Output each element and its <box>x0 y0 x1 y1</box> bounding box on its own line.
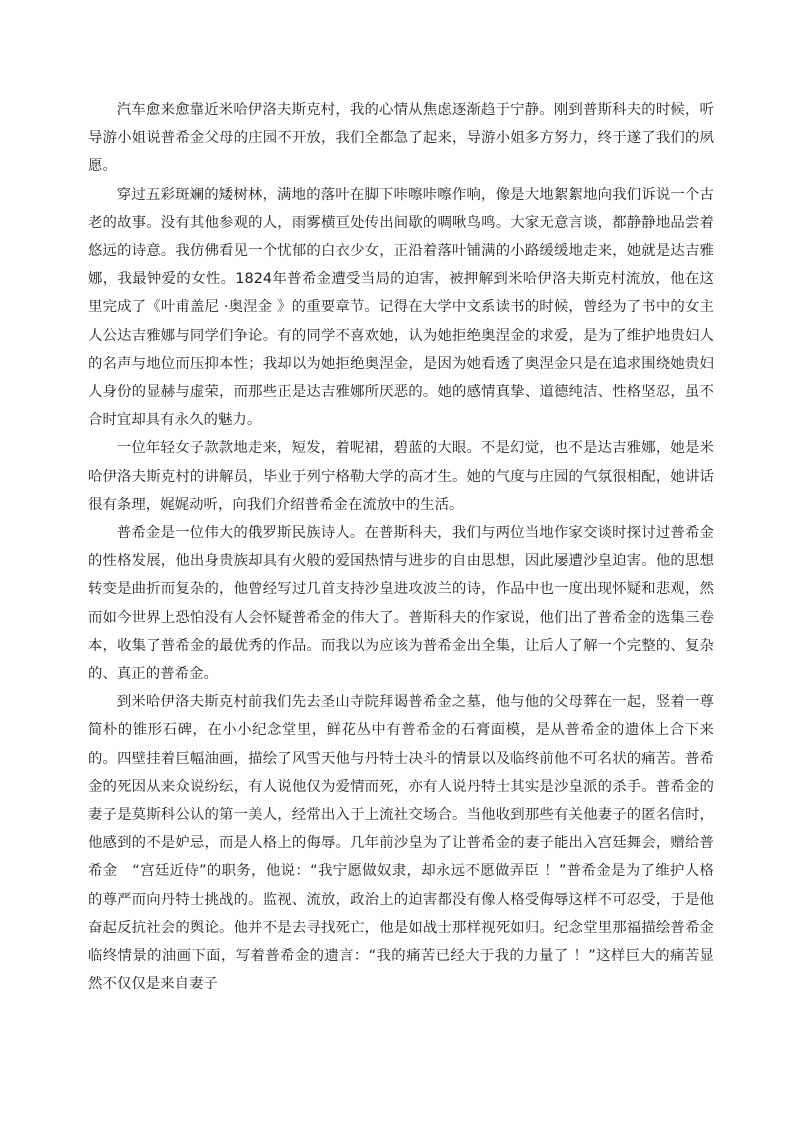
article-body <box>88 96 714 999</box>
paragraph-3: 一位年轻女子款款地走来，短发，着呢裙，碧蓝的大眼。不是幻觉，也不是达吉雅娜，她是米哈伊洛夫斯克村的讲解员，毕业于列宁格勒大学的高才生。她的气度与庄园的气氛很相配，她讲话很有条理，娓娓动听，向我们介绍普希金在流放中的生活。 <box>88 440 714 513</box>
paragraph-4: 普希金是一位伟大的俄罗斯民族诗人。在普斯科夫，我们与两位当地作家交谈时探讨过普希金的性格发展，他出身贵族却具有火般的爱国热情与进步的自由思想，因此屡遭沙皇迫害。他的思想转变是曲折而复杂的，他曾经写过几首支持沙皇进攻波兰的诗，作品中也一度出现怀疑和悲观，然而如今世界上恐怕没有人会怀疑普希金的伟大了。普斯科夫的作家说，他们出了普希金的选集三卷本，收集了普希金的最优秀的作品。而我以为应该为普希金出全集，让后人了解一个完整的、复杂的、真正的普希金。 <box>88 525 714 683</box>
paragraph-5: 到米哈伊洛夫斯克村前我们先去圣山寺院拜谒普希金之墓，他与他的父母葬在一起，竖着一尊简朴的锥形石碑，在小小纪念堂里，鲜花丛中有普希金的石膏面模，是从普希金的遗体上合下来的。四壁挂着巨幅油画，描绘了风雪天他与丹特士决斗的情景以及临终前他不可名状的痛苦。普希金的死因从来众说纷纭，有人说他仅为爱情而死，亦有人说丹特士其实是沙皇派的杀手。普希金的妻子是莫斯科公认的第一美人，经常出入于上流社交场合。当他收到那些有关他妻子的匿名信时，他感到的不是妒忌，而是人格上的侮辱。几年前沙皇为了让普希金的妻子能出入宫廷舞会，赠给普希金 “宫廷近侍”的职务，他说：“我宁愿做奴隶，却永远不愿做弄臣 ！”普希金是为了维护人格的尊严而向丹特士挑战的。监视、流放，政治上的迫害都没有像人格受侮辱这样不可忍受，于是他奋起反抗社会的舆论。他并不是去寻找死亡，他是如战士那样视死如归。纪念堂里那福描绘普希金临终情景的油画下面，写着普希金的遗言：“我的痛苦已经大于我的力量了 ！”这样巨大的痛苦显然不仅仅是来自妻子 <box>88 694 714 993</box>
paragraph-1: 汽车愈来愈靠近米哈伊洛夫斯克村，我的心情从焦虑逐渐趋于宁静。刚到普斯科夫的时候，听导游小姐说普希金父母的庄园不开放，我们全都急了起来，导游小姐多方努力，终于遂了我们的夙愿。 <box>88 102 714 175</box>
paragraph-2: 穿过五彩斑斓的矮树林，满地的落叶在脚下咔嚓咔嚓作响，像是大地絮絮地向我们诉说一个古老的故事。没有其他参观的人，雨雾横亘处传出间歇的啁啾鸟鸣。大家无意言谈，都静静地品尝着悠远的诗意。我仿佛看见一个忧郁的白衣少女，正沿着落叶铺满的小路缓缓地走来，她就是达吉雅娜，我最钟爱的女性。1824年普希金遭受当局的迫害，被押解到米哈伊洛夫斯克村流放，他在这里完成了《叶甫盖尼 ·奥涅金 》的重要章节。记得在大学中文系读书的时候，曾经为了书中的女主人公达吉雅娜与同学们争论。有的同学不喜欢她，认为她拒绝奥涅金的求爱，是为了维护地贵妇人的名声与地位而压抑本性；我却以为她拒绝奥涅金，是因为她看透了奥涅金只是在追求围绕她贵妇人身份的显赫与虚荣，而那些正是达吉雅娜所厌恶的。她的感情真挚、道德纯洁、性格坚忍，虽不合时宜却具有永久的魅力。 <box>88 186 714 429</box>
